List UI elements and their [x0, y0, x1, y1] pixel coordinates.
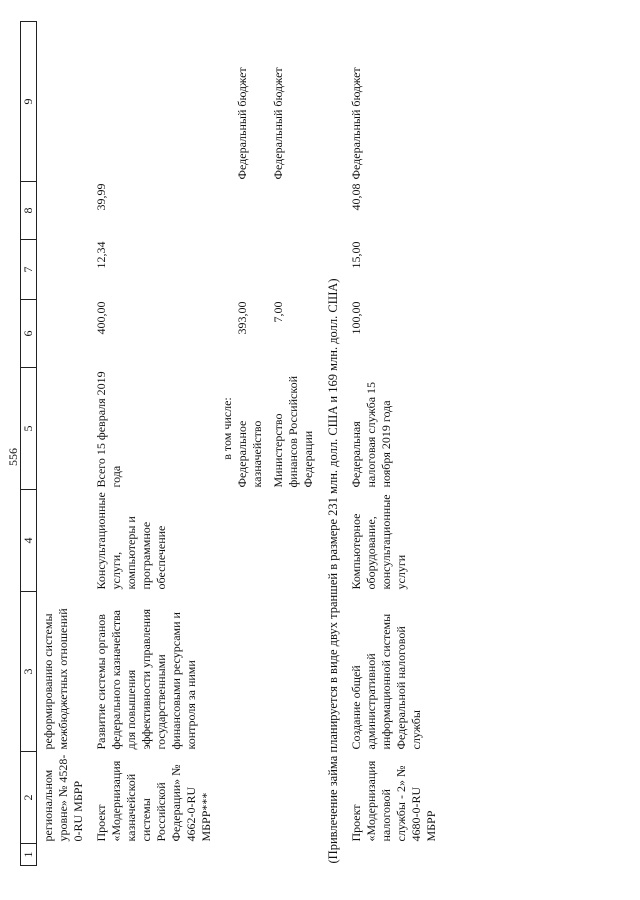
header-col-9: 9: [21, 22, 37, 182]
table-row: [316, 22, 349, 866]
funding-source-cell: Федеральный бюджет: [349, 67, 363, 180]
executor-cell: Министерство финансов Российской Федерации: [271, 376, 315, 488]
table-row: [235, 22, 265, 866]
subtotal-label: в том числе:: [220, 397, 234, 460]
header-col-6: 6: [21, 300, 37, 368]
table-row: [349, 22, 439, 866]
header-col-1: 1: [21, 844, 37, 866]
header-col-2: 2: [21, 752, 37, 844]
page-number: 556: [6, 448, 20, 466]
value-cell-8: 39,99: [94, 183, 108, 211]
loan-projects-table: [20, 21, 439, 866]
project-name-cell: Проект «Модернизация налоговой службы - 2» № 4680-0-RU МБРР: [349, 760, 438, 842]
header-col-3: 3: [21, 592, 37, 752]
amount-cell: 400,00: [94, 301, 108, 335]
table-row: [265, 22, 316, 866]
procurement-cell: Консультационные услуги, компьютеры и программное обеспечение: [94, 492, 168, 590]
value-cell-7: 15,00: [349, 241, 363, 269]
header-col-4: 4: [21, 490, 37, 592]
header-col-7: 7: [21, 240, 37, 300]
table-row: [214, 22, 235, 866]
column-number-header: [21, 22, 37, 866]
project-name-cell: Проект «Модернизация казначейской системы Российской Федерации» № 4662-0-RU МБРР***: [94, 760, 213, 842]
procurement-cell: Компьютерное оборудование, консультационные услуги: [349, 494, 408, 590]
executor-cell: Федеральное казначейство: [235, 420, 264, 488]
amount-cell: 7,00: [271, 301, 285, 323]
table-row: [37, 22, 87, 866]
executor-date-cell: Федеральная налоговая служба 15 ноября 2019 года: [349, 381, 393, 488]
amount-cell: 100,00: [349, 301, 363, 335]
project-purpose-cell: реформированию системы межбюджетных отношений: [41, 608, 70, 750]
value-cell-7: 12,34: [94, 241, 108, 269]
value-cell-8: 40,08: [349, 183, 363, 211]
funding-source-cell: Федеральный бюджет: [235, 67, 249, 180]
header-col-8: 8: [21, 182, 37, 240]
funding-source-cell: Федеральный бюджет: [271, 67, 285, 180]
executor-date-cell: Всего 15 февраля 2019 года: [94, 371, 123, 488]
table-row: [94, 22, 214, 866]
header-col-5: 5: [21, 368, 37, 490]
project-purpose-cell: Создание общей административной информационной системы Федеральной налоговой службы: [349, 613, 423, 750]
tranche-note: (Привлечение займа планируется в виде двух траншей в размере 231 млн. долл. США и 169 млн. долл. США): [326, 278, 340, 864]
project-name-cell: региональном уровне» № 4528-0-RU МБРР: [41, 754, 85, 842]
amount-cell: 393,00: [235, 301, 249, 335]
project-purpose-cell: Развитие системы органов федерального казначейства для повышения эффективности управления государственными финансовыми ресурсами и контроля за ними: [94, 608, 198, 750]
